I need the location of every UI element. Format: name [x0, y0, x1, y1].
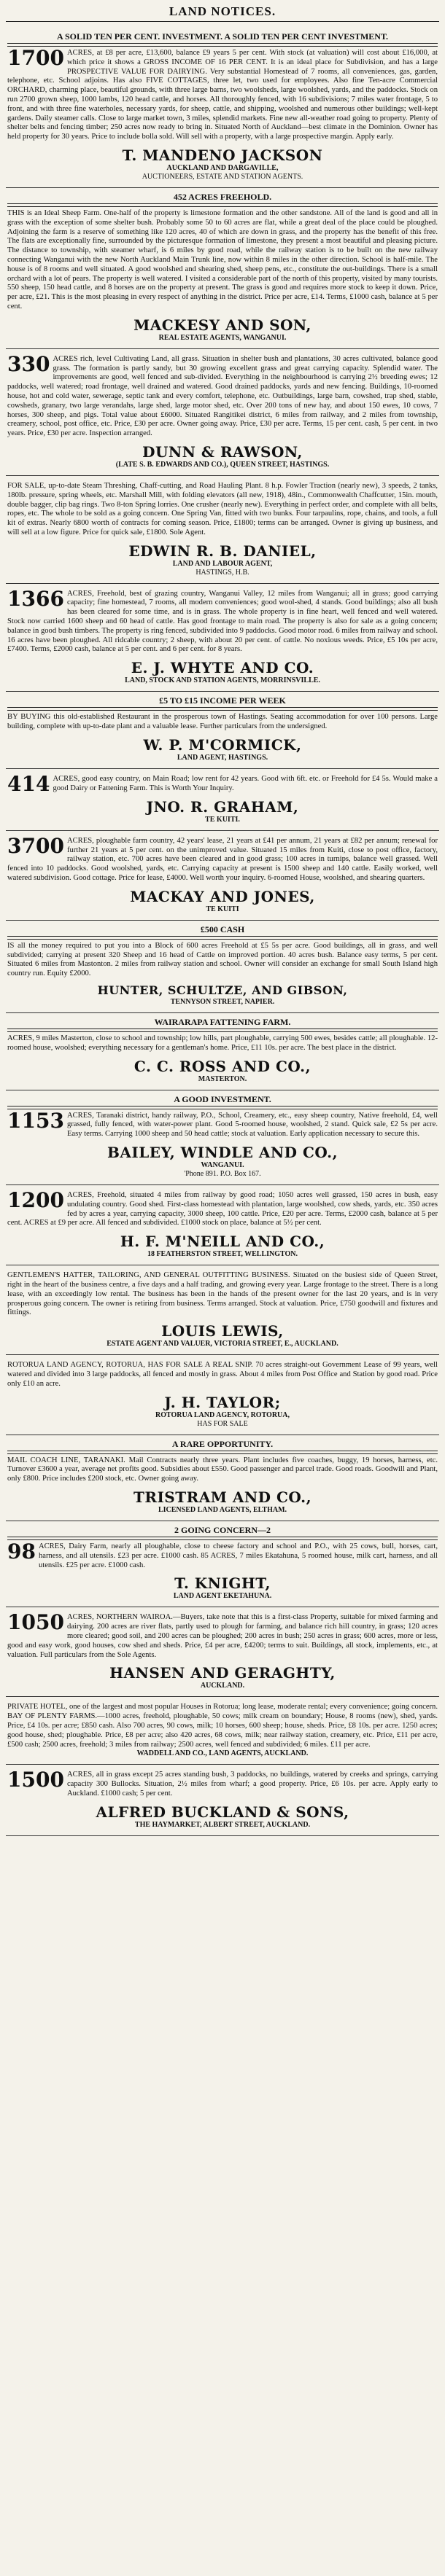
agent-subtitle: REAL ESTATE AGENTS, WANGANUI.: [158, 333, 287, 342]
headline-rule: [7, 707, 438, 711]
land-advertisement: [6, 921, 439, 1013]
ad-body: [7, 1108, 438, 1139]
agent-subtitle: (LATE S. B. EDWARDS AND CO.), QUEEN STREET, HASTINGS.: [115, 460, 330, 469]
ad-body-text: ACRES, Freehold, situated 4 miles from railway by good road; 1050 acres well grassed, 150 acres in bush, easy undulating country. Good shed. First-class homestead with plantation, large woolshed, cow sheds, yards, etc. 350 acres fed by acres a year, carrying capacity, 3000 sheep, 100 cattle. Price, £20 per acre. Terms, £2000 cash, balance at 5 per cent. ACRES at £9 per acre. All fenced and subdivided. £1000 stock on place, balance at 5½ per cent.: [7, 1191, 438, 1227]
land-advertisement: [6, 1013, 439, 1090]
land-advertisement: [6, 1765, 439, 1835]
headline-rule: [7, 1537, 438, 1540]
agent-subtitle: TE KUITI: [206, 905, 239, 913]
agent-name: HANSEN AND GERAGHTY,: [109, 1664, 336, 1682]
land-advertisement: [6, 692, 439, 769]
ad-body-text: ACRES, ploughable farm country, 42 years' lease, 21 years at £41 per annum, 21 years at £82 per annum; renewal for further 21 years at 5 per cent. on the unimproved value. Situated 15 miles from Kuiti, close to post office, factory, railway station, etc. 700 acres have been cleared and in good grass; 100 acres in turnips, balance well grassed. Well fenced into 10 paddocks. Good woolshed, yards, etc. Carrying capacity at present is 1500 sheep and 140 cattle. Easily worked, well watered subdivision. Good cottage. Price for lease, £4000. Well worth your inquiry. 6-roomed House, woolshed, and shearing quarters.: [7, 836, 438, 883]
ad-body-text: BY BUYING this old-established Restaurant in the prosperous town of Hastings. Seating accommodation for over 100 persons. Large building, complete with up-to-date plant and a valuable lease. Further particulars from the undersigned.: [7, 713, 438, 731]
agent-name: C. C. ROSS AND CO.,: [134, 1057, 312, 1075]
agent-name: J. H. TAYLOR;: [164, 1393, 281, 1411]
acreage-lead-number: 1153: [7, 1108, 64, 1133]
headline-rule: [7, 936, 438, 940]
agent-subtitle: AUCKLAND.: [200, 1682, 245, 1690]
agent-subtitle: TE KUITI.: [205, 815, 240, 824]
ad-body: [7, 1188, 438, 1228]
ad-body-text: ACRES, good easy country, on Main Road; low rent for 42 years. Good with 6ft. etc. or Freehold for £4 5s. Would make a good Dairy or Fattening Farm. This is Worth Your Inquiry.: [53, 774, 438, 792]
acreage-lead-number: 1200: [7, 1188, 64, 1213]
ad-body-text: IS all the money required to put you into a Block of 600 acres Freehold at £5 5s per acre. Good buildings, all in grass, and well subdivided; carrying at present 320 Sheep and 16 head of Cattle on improved portion. 40 acres bush. Balance easy terms, 5 per cent. Situated 6 miles from Mastonton. 2 miles from railway station and school. Owner will consider an exchange for small South Island high country run. Equity £2000.: [7, 941, 438, 978]
land-advertisement: [6, 349, 439, 476]
land-advertisement: [6, 1697, 439, 1765]
agent-subtitle: THE HAYMARKET, ALBERT STREET, AUCKLAND.: [134, 1820, 311, 1829]
ad-body: [7, 1456, 438, 1484]
land-advertisement: [6, 188, 439, 349]
agent-name: TRISTRAM AND CO.,: [133, 1488, 312, 1506]
land-advertisement: [6, 1435, 439, 1521]
headline-rule: [7, 1106, 438, 1109]
land-advertisement: [6, 1090, 439, 1185]
agent-name: BAILEY, WINDLE AND CO.,: [107, 1144, 338, 1162]
ads-column: [6, 28, 439, 1836]
ad-body: [7, 209, 438, 312]
ad-body: [7, 1271, 438, 1318]
agent-subtitle: AUCKLAND AND DARGAVILLE,: [166, 163, 279, 172]
agent-name: DUNN & RAWSON,: [142, 442, 303, 461]
ad-body: [7, 942, 438, 979]
land-advertisement: [6, 584, 439, 692]
ad-body-text: MAIL COACH LINE, TARANAKI. Mail Contracts nearly three years. Plant includes five coaches, buggy, 19 horses, harness, etc. Turnover £3600 a year, average net profits good. Subsidies about £550. Good passenger and parcel trade. Good roads. Goodwill and Plant, only £800. Price includes £200 stock, etc. Owner going away.: [7, 1456, 438, 1483]
ad-body: [7, 482, 438, 538]
agent-address: 'Phone 891. P.O. Box 167.: [184, 1170, 261, 1179]
agent-name: MACKAY AND JONES,: [130, 887, 315, 905]
ad-body: [7, 1034, 438, 1053]
agent-address: AUCTIONEERS, ESTATE AND STATION AGENTS.: [142, 172, 303, 181]
agent-subtitle: 18 FEATHERSTON STREET, WELLINGTON.: [147, 1250, 298, 1259]
ad-headline: A RARE OPPORTUNITY.: [171, 1438, 274, 1449]
ad-body: [7, 713, 438, 732]
page-masthead: LAND NOTICES.: [6, 4, 439, 22]
ad-body: [7, 1610, 438, 1660]
newspaper-page: [6, 4, 439, 2567]
agent-subtitle: LAND AGENT EKETAHUNA.: [173, 1592, 272, 1601]
agent-subtitle: LICENSED LAND AGENTS, ELTHAM.: [158, 1505, 287, 1514]
headline-rule: [7, 43, 438, 47]
ad-body-text: ACRES, all in grass except 25 acres standing bush, 3 paddocks, no buildings, watered by creeks and springs, carrying capacity 300 Bullocks. Situation, 2½ miles from wharf; a good property. Price, £6 10s. per acre. Apply early to Auckland. £1000 cash; 5 per cent.: [66, 1771, 438, 1798]
ad-headline: £5 TO £15 INCOME PER WEEK: [159, 695, 286, 706]
agent-subtitle: LAND AGENT, HASTINGS.: [177, 753, 268, 762]
ad-body-text: THIS is an Ideal Sheep Farm. One-half of the property is limestone formation and the other sandstone. All of the land is good and all in grass with the exception of some shelter bush. Probably some 50 to 60 acres are flat, while a great deal of the place could be ploughed. Adjoining the farm is a reserve of something like 120 acres, 40 of which are down in grass, and the property has the benefit of this free. The flats are exceptionally fine, surrounded by the picturesque formation of limestone, they present a most beautiful and pleasing picture. The distance to township, with steamer wharf, is 6 miles by good road, while the railway station is to be built on the new railway connecting Wanganui with the new North Auckland Main Trunk line, now within 8 miles in the other direction. School is half-mile. The house is of 8 rooms and well situated. A good woolshed and shearing shed, sheep pens, etc., constitute the out-buildings. There is a small orchard with a lot of pears. The property is well watered. I visited a considerable part of the north of this property, visited by many tourists. 550 sheep, 150 head cattle, and 8 horses are on the property at present. The grass is good and requires more stock to keep it down. Price, per acre, £21. This is the most pleasing in every respect of anything in the district. Price per acre, £14. Terms, £1000 cash, balance at 5 per cent.: [7, 208, 438, 311]
ad-headline: A SOLID TEN PER CENT. INVESTMENT. A SOLID TEN PER CENT INVESTMENT.: [56, 31, 389, 42]
agent-subtitle: TENNYSON STREET, NAPIER.: [170, 998, 275, 1007]
agent-subtitle: LAND AND LABOUR AGENT,: [172, 559, 273, 568]
land-advertisement: [6, 1521, 439, 1607]
agent-subtitle: MASTERTON.: [198, 1074, 247, 1083]
ad-body-text: FOR SALE, up-to-date Steam Threshing, Chaff-cutting, and Road Hauling Plant. 8 h.p. Fowler Traction (nearly new), 3 speeds, 2 tanks, 180lb. pressure, spring wheels, etc. Marshall Mill, with folding elevators (all new, 1918), 48in., Commonwealth Chaffcutter, 15in. mouth, double bagger, clip bag rings. Two 8-ton Spring lorries. One crusher (nearly new). Everything in perfect order, and complete with all belts, ropes, etc. The whole to be sold as a going concern. One Spring Van, fitted with two bunks. Four tarpaulins, rope, chains, and tools, a full kit of extras. Nearly 6800 worth of contracts for coming season. Price, £1800; terms can be arranged. Owner is giving up business, and will sell at a low figure. Price for quick sale, £1800. Sole Agent.: [7, 481, 438, 536]
land-advertisement: [6, 28, 439, 188]
ad-body: [7, 833, 438, 883]
land-advertisement: [6, 1607, 439, 1697]
ad-body-text: ACRES, 9 miles Masterton, close to school and township; low hills, part ploughable, carrying 500 ewes, besides cattle; all ploughable. 12-roomed house, woolshed; everything necessary for a gentleman's home. Price, £11 10s. per acre. The best place in the district.: [7, 1034, 438, 1052]
ad-body: [7, 771, 438, 796]
agent-address: HASTINGS, H.B.: [196, 568, 249, 577]
headline-rule: [7, 1451, 438, 1454]
agent-subtitle: WADDELL AND CO., LAND AGENTS, AUCKLAND.: [136, 1749, 309, 1758]
ad-headline: 2 GOING CONCERN—2: [174, 1524, 271, 1535]
acreage-lead-number: 1500: [7, 1768, 64, 1792]
agent-name: T. KNIGHT,: [174, 1574, 271, 1593]
acreage-lead-number: 414: [7, 771, 50, 796]
agent-name: W. P. M'CORMICK,: [143, 735, 302, 754]
ad-body: [7, 46, 438, 142]
headline-rule: [7, 1029, 438, 1032]
ad-body: [7, 1768, 438, 1798]
acreage-lead-number: 1700: [7, 46, 64, 70]
headline-rule: [7, 203, 438, 207]
ad-body-text: ACRES, Dairy Farm, nearly all ploughable, close to cheese factory and school and P.O., with 25 cows, bull, horses, cart, harness, and all utensils. £23 per acre. £1000 cash. 85 ACRES, 7 miles Ekatahuna, 5 roomed house, milk cart, harness, and all utensils. £25 per acre. £1000 cash.: [38, 1542, 438, 1569]
agent-address: HAS FOR SALE: [197, 1419, 248, 1428]
land-advertisement: [6, 1265, 439, 1355]
agent-subtitle: WANGANUI.: [201, 1161, 244, 1170]
acreage-lead-number: 330: [7, 351, 50, 376]
ad-body-text: ACRES, NORTHERN WAIROA.—Buyers, take note that this is a first-class Property, suitable for mixed farming and dairying. 200 acres are river flats, partly used to plough for farming, and balance rich hill country, in grass; 120 acres more cleared; good soil, and 200 acres can be ploughed; 200 acres in bush; 250 acres in grass; 600 acres, more or less, good and easy work, good houses, cow shed and sheds. Price, £4 per acre, £4200; terms to suit. Buildings, all stock, implements, etc., at valuation. Full particulars from the Sole Agents.: [7, 1613, 438, 1659]
acreage-lead-number: 3700: [7, 833, 64, 858]
land-advertisement: [6, 1185, 439, 1265]
agent-name: ALFRED BUCKLAND & SONS,: [96, 1803, 349, 1821]
ad-body-text: PRIVATE HOTEL, one of the largest and most popular Houses in Rotorua; long lease, moderate rental; every convenience; going concern. BAY OF PLENTY FARMS.—1000 acres, freehold, ploughable, 50 cows; milk cream on boundary; House, 8 rooms (new), shed, yards. Price, £4 10s. per acre; £850 cash. Also 700 acres, 90 cows, milk; 10 horses, 600 sheep; house, sheds. Price, £8 10s. per acre. 1250 acres; good house, shed; ploughable. Price, £8 per acre; also 420 acres, 68 cows, milk; near railway station, creamery, etc. Price, £11 per acre, £500 cash; 2500 acres, freehold; 3 miles from railway; 2500 acres, well fenced and subdivided; 6 miles. £11 per acre.: [7, 1703, 438, 1749]
agent-name: T. MANDENO JACKSON: [122, 146, 323, 164]
ad-body-text: GENTLEMEN'S HATTER, TAILORING, AND GENERAL OUTFITTING BUSINESS. Situated on the busiest side of Queen Street, right in the heart of the business centre, a five days and a half trading, and growing every year. Large frontage to the street. There is a long lease, with an exceedingly low rental. The business has been in the hands of the present owner for the last 20 years, and is in very prosperous going concern. The owner is retiring from business. Terms arranged. Stock at valuation. Price, £750 goodwill and fixtures and fittings.: [7, 1271, 438, 1317]
ad-body: [7, 1539, 438, 1570]
ad-headline: A GOOD INVESTMENT.: [174, 1093, 271, 1104]
agent-subtitle: ESTATE AGENT AND VALUER, VICTORIA STREET, E., AUCKLAND.: [107, 1340, 338, 1349]
agent-name: MACKESY AND SON,: [134, 316, 312, 334]
land-advertisement: [6, 769, 439, 831]
land-advertisement: [6, 1355, 439, 1435]
ad-headline: £500 CASH: [200, 924, 245, 934]
agent-name: LOUIS LEWIS,: [161, 1322, 284, 1340]
ad-body: [7, 1361, 438, 1389]
acreage-lead-number: 1366: [7, 586, 64, 611]
agent-name: JNO. R. GRAHAM,: [146, 797, 299, 816]
land-advertisement: [6, 831, 439, 921]
agent-name: EDWIN R. B. DANIEL,: [128, 542, 317, 560]
agent-name: E. J. WHYTE AND CO.: [131, 659, 314, 677]
agent-name: H. F. M'NEILL AND CO.,: [120, 1233, 325, 1251]
ad-body-text: ROTORUA LAND AGENCY, ROTORUA, HAS FOR SALE A REAL SNIP. 70 acres straight-out Government Lease of 99 years, well watered and divided into 3 large paddocks, all fenced and mostly in grass. About 4 miles from Post Office and Station by good road. Price only £10 an acre.: [7, 1361, 438, 1388]
ad-body-text: ACRES rich, level Cultivating Land, all grass. Situation in shelter bush and plantations, 30 acres cultivated, balance good grass. The formation is partly sandy, but 30 growing excellent grass and great carrying capacity. Splendid water. The improvements are good, well fenced and sub-divided. Everything in the neighbourhood is carrying 2½ breeding ewes; 12 paddocks, well watered; road frontage, well drained and watered. Good drained paddocks, yards and new fencing. Buildings, 10-roomed house, hot and cold water, sewerage, septic tank and every comfort, telephone, etc. Outbuildings, large barn, cowshed, trap shed, stable, cowsheds, granary, two large verandahs, large shed, large motor shed, etc. Over 200 tons of new hay, and about 150 ewes, 10 cows, 7 horses, 300 sheep, and pigs. Total value about £6000. Situated Rangitikei district, 6 miles from railway, and 2 miles from township, creamery, school, post office, etc. Price, £30 per acre. Owner going away. Price, £30 per acre. Terms, 15 per cent. cash, 5 per cent. in two years. Price, £30 per acre. Inspection arranged.: [7, 354, 438, 438]
ad-body: [7, 586, 438, 655]
ad-body-text: ACRES, at £8 per acre, £13,600, balance £9 years 5 per cent. With stock (at valuation) will cost about £16,000, at which price it shows a GROSS INCOME OF 16 PER CENT. It is an ideal place for Subdivision, and has a large PROSPECTIVE VALUE FOR DAIRYING. Very substantial Homestead of 7 rooms, all conveniences, gas, garden, telephone, etc. School adjoins. Has also FIVE COTTAGES, three let, two used for employees. Also fine Ten-acre Commercial ORCHARD, charming place, beautiful grounds, with three large barns, two woolsheds, large woolshed, yards, and the paddocks. Stock on run 2700 grown sheep, 1000 lambs, 120 head cattle, and horses. All thoroughly fenced, with 16 subdivisions; 7 miles water frontage, 5 to front, and with three fine waterholes, necessary yards, for sheep, cattle, and shipping, woolshed and numerous other buildings; well-kept gardens. Daily steamer calls. Close to large market town, 3 miles, splendid markets. Fine new all-weather road going to property. Plenty of shelter belts and fencing timber; 250 acres now ready to bring in. Situated North of Auckland—best climate in the Dominion. Owner has held property for 30 years. Price to include bolla sold. Will sell with a property, with a large prospective margin. Apply early.: [7, 49, 438, 141]
agent-subtitle: ROTORUA LAND AGENCY, ROTORUA,: [155, 1410, 290, 1419]
ad-body-text: ACRES, Freehold, best of grazing country, Wanganui Valley, 12 miles from Wanganui; all in grass; good carrying capacity; fine homestead, 7 rooms, all modern conveniences; good wool-shed, 4 stands. Good buildings; also all bush has been cleared for some time, and is in grass. The whole property is in fine heart, well fenced and well watered. Stock now carried 1600 sheep and 60 head of cattle. Has good frontage to main road. The property is also for sale as a going concern; balance in good bush timbers. The property is ring fenced, subdivided into 9 paddocks. Good motor road. 6 miles from railway and school. 16 acres have been ploughed. All ridcable country; 2 sheep, with about 20 per cent. of cattle. No noxious weeds. Price, £5 10s per acre, £7400. Terms, £2000 cash, balance at 5 per cent. and 6 per cent. for 8 years.: [7, 589, 438, 654]
agent-subtitle: LAND, STOCK AND STATION AGENTS, MORRINSVILLE.: [125, 676, 320, 685]
acreage-lead-number: 1050: [7, 1610, 64, 1635]
ad-headline: WAIRARAPA FATTENING FARM.: [154, 1017, 291, 1028]
agent-name: HUNTER, SCHULTZE, AND GIBSON,: [97, 983, 348, 998]
ad-body-text: ACRES, Taranaki district, handy railway, P.O., School, Creamery, etc., easy sheep country, Native freehold, £4, well grassed, fully fenced, with water-power plant. Good 5-roomed house, woolshed, 2 stand. Quick sale, £2 5s per acre. Easy terms. Carrying 1000 sheep and 50 head cattle; stock at valuation. Early application necessary to secure this.: [66, 1111, 438, 1139]
land-advertisement: [6, 476, 439, 584]
ad-body: [7, 1703, 438, 1749]
ad-headline: 452 ACRES FREEHOLD.: [173, 191, 272, 202]
ad-body: [7, 351, 438, 439]
acreage-lead-number: 98: [7, 1539, 36, 1564]
